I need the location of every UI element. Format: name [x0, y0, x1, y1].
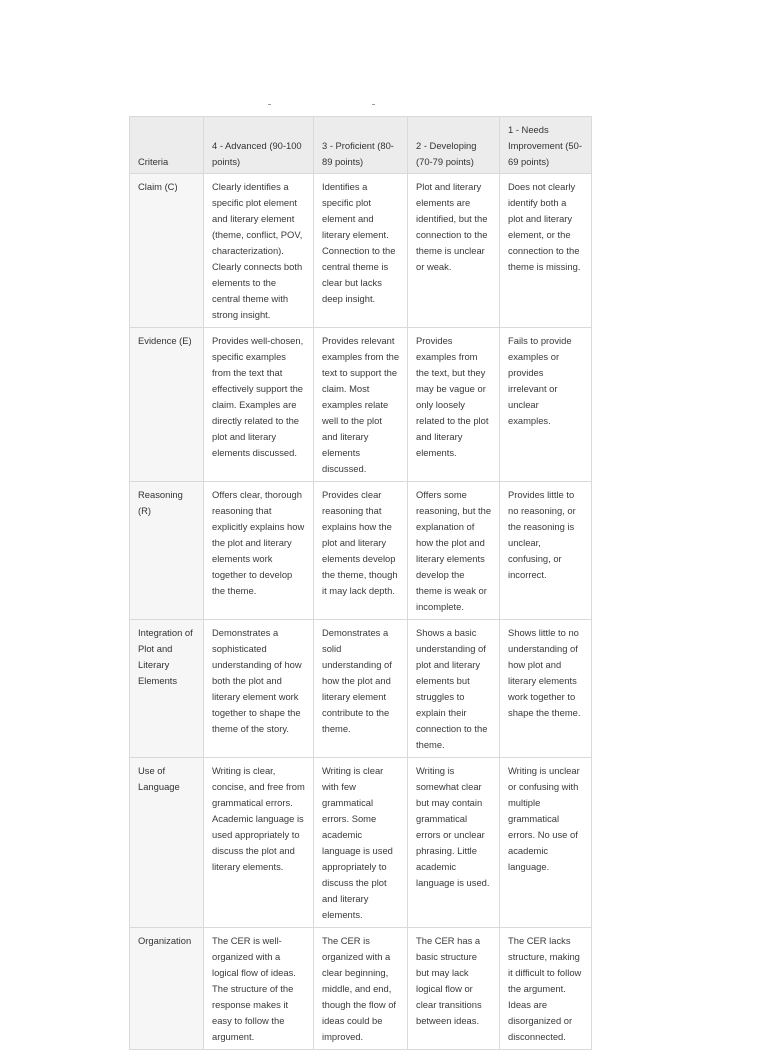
table-cell: Writing is clear, concise, and free from grammatical errors. Academic language is used appropriately to discuss the plot and literary elements.: [204, 758, 314, 928]
table-cell: Writing is somewhat clear but may contain grammatical errors or unclear phrasing. Little academic language is used.: [408, 758, 500, 928]
decorative-mark: [372, 104, 375, 105]
table-cell: The CER is well-organized with a logical flow of ideas. The structure of the response makes it easy to follow the argument.: [204, 928, 314, 1050]
column-header-advanced: 4 - Advanced (90-100 points): [204, 117, 314, 174]
table-cell: Fails to provide examples or provides irrelevant or unclear examples.: [500, 328, 592, 482]
criteria-cell: Use of Language: [130, 758, 204, 928]
criteria-cell: Evidence (E): [130, 328, 204, 482]
table-row: [130, 482, 592, 620]
table-cell: Clearly identifies a specific plot element and literary element (theme, conflict, POV, characterization). Clearly connects both elements to the central theme with strong insight.: [204, 174, 314, 328]
decorative-mark: [268, 104, 271, 105]
table-cell: Demonstrates a sophisticated understanding of how both the plot and literary element work together to shape the theme of the story.: [204, 620, 314, 758]
table-cell: Demonstrates a solid understanding of how the plot and literary element contribute to the theme.: [314, 620, 408, 758]
table-row: [130, 758, 592, 928]
criteria-cell: Organization: [130, 928, 204, 1050]
table-cell: The CER has a basic structure but may lack logical flow or clear transitions between ideas.: [408, 928, 500, 1050]
table-cell: Writing is unclear or confusing with multiple grammatical errors. No use of academic language.: [500, 758, 592, 928]
table-cell: Identifies a specific plot element and literary element. Connection to the central theme is clear but lacks deep insight.: [314, 174, 408, 328]
criteria-cell: Integration of Plot and Literary Elements: [130, 620, 204, 758]
column-header-criteria: Criteria: [130, 117, 204, 174]
table-cell: Provides well-chosen, specific examples from the text that effectively support the claim. Examples are directly related to the plot and literary elements discussed.: [204, 328, 314, 482]
criteria-cell: Reasoning (R): [130, 482, 204, 620]
table-cell: Provides clear reasoning that explains how the plot and literary elements develop the theme, though it may lack depth.: [314, 482, 408, 620]
column-header-needs-improvement: 1 - Needs Improvement (50-69 points): [500, 117, 592, 174]
table-cell: Provides examples from the text, but they may be vague or only loosely related to the plot and literary elements.: [408, 328, 500, 482]
table-cell: Plot and literary elements are identified, but the connection to the theme is unclear or weak.: [408, 174, 500, 328]
table-cell: Provides little to no reasoning, or the reasoning is unclear, confusing, or incorrect.: [500, 482, 592, 620]
table-cell: The CER is organized with a clear beginning, middle, and end, though the flow of ideas could be improved.: [314, 928, 408, 1050]
header-row: [130, 117, 592, 174]
table-row: [130, 620, 592, 758]
table-row: [130, 928, 592, 1050]
criteria-cell: Claim (C): [130, 174, 204, 328]
table-row: [130, 328, 592, 482]
table-cell: Provides relevant examples from the text to support the claim. Most examples relate well to the plot and literary elements discussed.: [314, 328, 408, 482]
table-cell: Shows a basic understanding of plot and literary elements but struggles to explain their connection to the theme.: [408, 620, 500, 758]
table-row: [130, 174, 592, 328]
table-cell: Shows little to no understanding of how plot and literary elements work together to shape the theme.: [500, 620, 592, 758]
rubric-table: [129, 116, 592, 1050]
table-cell: The CER lacks structure, making it difficult to follow the argument. Ideas are disorganized or disconnected.: [500, 928, 592, 1050]
table-cell: Offers clear, thorough reasoning that explicitly explains how the plot and literary elements work together to develop the theme.: [204, 482, 314, 620]
column-header-proficient: 3 - Proficient (80-89 points): [314, 117, 408, 174]
table-cell: Offers some reasoning, but the explanation of how the plot and literary elements develop the theme is weak or incomplete.: [408, 482, 500, 620]
table-cell: Writing is clear with few grammatical errors. Some academic language is used appropriately to discuss the plot and literary elements.: [314, 758, 408, 928]
table-cell: Does not clearly identify both a plot and literary element, or the connection to the theme is missing.: [500, 174, 592, 328]
column-header-developing: 2 - Developing (70-79 points): [408, 117, 500, 174]
